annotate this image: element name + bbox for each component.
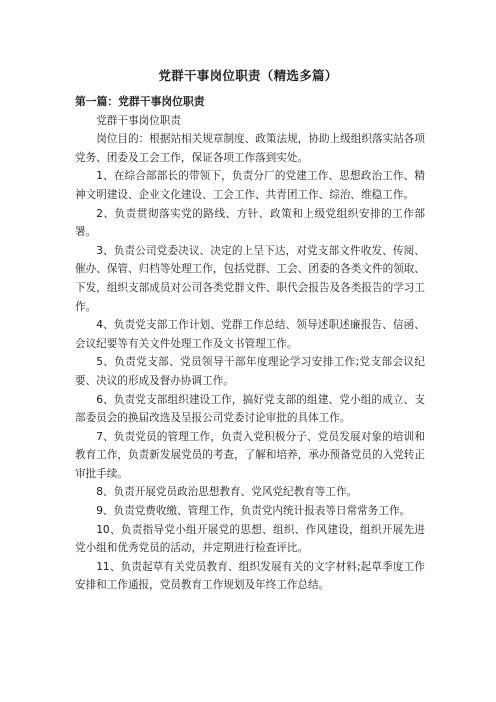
paragraph-subtitle: 党群干事岗位职责: [96, 114, 181, 127]
paragraph-duty-1: 1、在综合部部长的带领下，负责分厂的党建工作、思想政治工作、精神文明建设、企业文化建设、工会工作、共青团工作、综治、维稳工作。: [75, 170, 425, 201]
paragraph-duty-6: 6、负责党支部组织建设工作，搞好党支部的组建、党小组的成立、支部委员会的换届改选及呈报公司党委讨论审批的具体工作。: [75, 393, 425, 425]
document-title: 党群干事岗位职责（精选多篇）: [158, 68, 338, 83]
paragraph-duty-4: 4、负责党支部工作计划、党群工作总结、领导述职述廉报告、信函、会议纪要等有关文件处理工作及文书管理工作。: [75, 319, 425, 350]
paragraph-duty-2: 2、负责贯彻落实党的路线、方针、政策和上级党组织安排的工作部署。: [75, 207, 425, 239]
paragraph-duty-11: 11、负责起草有关党员教育、组织发展有关的文字材料;起草季度工作安排和工作通报，党员教育工作规划及年终工作总结。: [75, 560, 425, 592]
paragraph-duty-9: 9、负责党费收缴、管理工作，负责党内统计报表等日常常务工作。: [96, 505, 411, 518]
paragraph-duty-5: 5、负责党支部、党员领导干部年度理论学习安排工作;党支部会议纪要、决议的形成及督办协调工作。: [75, 356, 425, 387]
section-heading: 第一篇：党群干事岗位职责: [75, 95, 205, 108]
paragraph-purpose: 岗位目的：根据站相关规章制度、政策法规，协助上级组织落实站各项党务、团委及工会工作，保证各项工作落到实处。: [75, 133, 425, 164]
document-body: [75, 93, 425, 595]
paragraph-duty-8: 8、负责开展党员政治思想教育、党风党纪教育等工作。: [96, 486, 358, 499]
paragraph-duty-3: 3、负责公司党委决议、决定的上呈下达，对党支部文件收发、传阅、催办、保管、归档等处理工作，包括党群、工会、团委的各类文件的领取、下发，组织支部成员对公司各类党群文件、职代会报告及各类报告的学习工作。: [75, 244, 425, 313]
paragraph-duty-7: 7、负责党员的管理工作，负责入党积极分子、党员发展对象的培训和教育工作，负责新发展党员的考查，了解和培养，承办预备党员的入党转正审批手续。: [75, 430, 425, 480]
paragraph-duty-10: 10、负责指导党小组开展党的思想、组织、作风建设，组织开展先进党小组和优秀党员的活动，并定期进行检查评比。: [75, 523, 425, 555]
